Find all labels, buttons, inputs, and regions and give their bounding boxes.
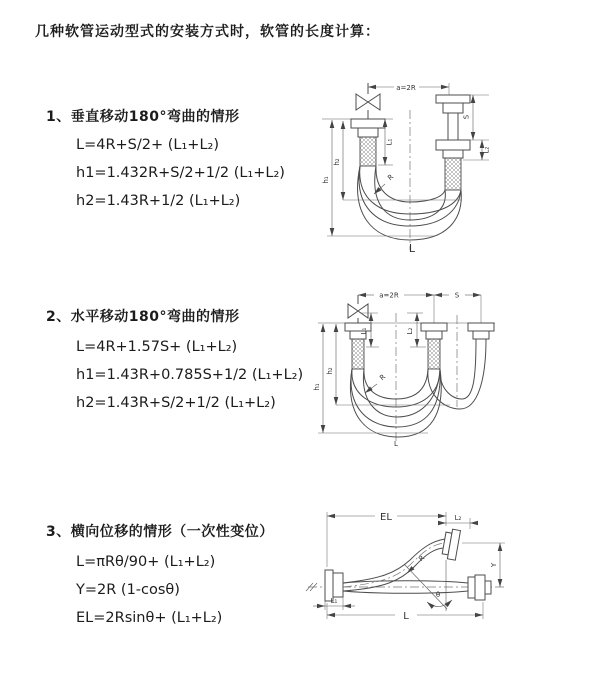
dim-label-l: L (403, 611, 409, 622)
dimension-l1 (313, 597, 355, 610)
valve-icon (348, 295, 368, 323)
dimension-a2r (368, 84, 449, 92)
section-2-heading: 2、水平移动180°弯曲的情形 (46, 309, 240, 325)
upper-flange (441, 528, 460, 560)
dim-label-h2: h₂ (333, 158, 341, 166)
dimension-a2r (358, 292, 434, 300)
horizontal-180-bend-diagram (310, 283, 598, 455)
dim-label-h1: h₁ (313, 383, 321, 391)
dim-label-s: S (462, 114, 471, 120)
dim-label-h1: h₁ (322, 176, 330, 184)
section-1-formulas (76, 131, 285, 215)
formula-line: EL=2Rsinθ+ (L₁+L₂) (76, 610, 223, 626)
braid-section (352, 339, 364, 369)
formula-line: L=4R+S/2+ (L₁+L₂) (76, 137, 219, 153)
right-flange (468, 575, 491, 600)
dimension-el (327, 512, 446, 567)
section-3-formulas (76, 548, 222, 632)
dim-label-l1: L₁ (385, 138, 394, 146)
dim-label-l2: L₂ (482, 146, 491, 154)
braid-section (428, 339, 440, 369)
braid-section (445, 158, 461, 190)
valve-icon (356, 83, 380, 119)
dim-label-r: R (378, 372, 388, 383)
right-fitting (436, 83, 470, 190)
left-fitting (351, 119, 385, 166)
dim-label-l2: L₂ (406, 327, 414, 335)
lateral-displacement-diagram (300, 503, 600, 655)
formula-line: h2=1.43R+S/2+1/2 (L₁+L₂) (76, 395, 276, 411)
middle-fitting (421, 295, 447, 369)
section-2-formulas (76, 333, 303, 417)
right-fitting (468, 295, 494, 339)
formula-line: Y=2R (1-cosθ) (76, 582, 180, 598)
dimension-s (434, 292, 481, 300)
formula-line: h2=1.43R+1/2 (L₁+L₂) (76, 193, 241, 209)
dimension-l (327, 602, 483, 622)
page-title: 几种软管运动型式的安装方式时，软管的长度计算： (35, 24, 380, 40)
radius-callout (374, 173, 395, 194)
dim-label-l1: L₁ (330, 597, 338, 605)
section-3-heading: 3、横向位移的情形（一次性变位） (46, 524, 274, 540)
formula-line: L=4R+1.57S+ (L₁+L₂) (76, 339, 238, 355)
dim-label-a2r: a=2R (379, 291, 399, 300)
hose-displaced-position (343, 539, 445, 591)
dim-label-el: EL (380, 512, 392, 523)
formula-line: h1=1.432R+S/2+1/2 (L₁+L₂) (76, 165, 285, 181)
dim-label-l-total: L (394, 440, 398, 448)
dim-label-a2r: a=2R (396, 83, 416, 92)
section-1-heading: 1、垂直移动180°弯曲的情形 (46, 109, 240, 125)
dim-label-l2: L₂ (454, 514, 462, 522)
angle-construction (404, 560, 452, 611)
dim-label-theta: θ (435, 591, 441, 599)
formula-line: L=πRθ/90+ (L₁+L₂) (76, 554, 216, 570)
dim-label-h2: h₂ (326, 367, 334, 375)
vertical-180-bend-diagram (312, 72, 584, 262)
dim-label-r: R (386, 172, 396, 183)
formula-line: h1=1.43R+0.785S+1/2 (L₁+L₂) (76, 367, 304, 383)
radius-callout (365, 373, 387, 393)
dim-label-l1: L₁ (360, 327, 368, 335)
dim-label-s: S (454, 291, 460, 300)
dim-label-y: Y (490, 562, 498, 568)
dim-label-l-total: L (408, 242, 416, 255)
dim-label-r: R (417, 553, 427, 564)
braid-section (360, 137, 376, 166)
